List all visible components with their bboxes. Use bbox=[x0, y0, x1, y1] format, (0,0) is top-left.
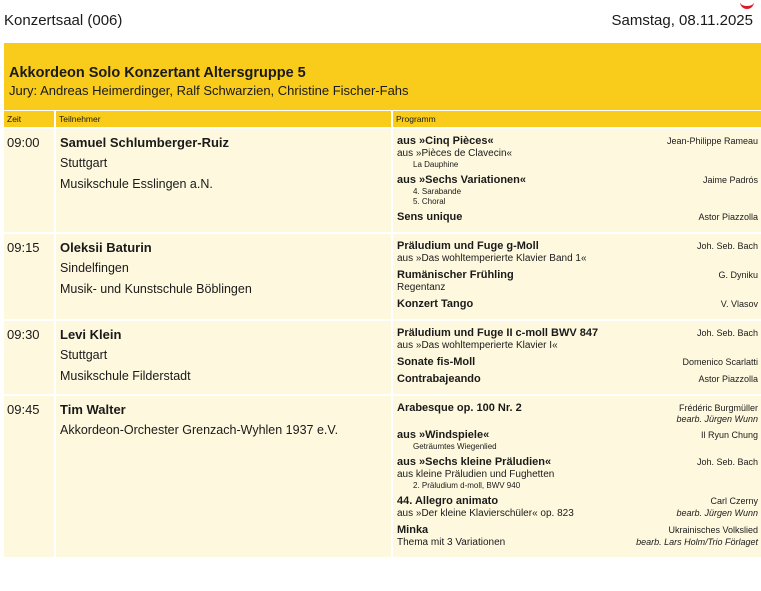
program-piece bbox=[397, 456, 758, 490]
participant-name: Tim Walter bbox=[60, 402, 126, 417]
piece-movement: 5. Choral bbox=[413, 197, 446, 206]
piece-composer: Joh. Seb. Bach bbox=[696, 328, 758, 338]
piece-title: Konzert Tango bbox=[397, 298, 474, 310]
participant-name: Levi Klein bbox=[60, 327, 122, 342]
piece-arrangement: bearb. Jürgen Wunn bbox=[676, 414, 758, 424]
participant-cell bbox=[56, 234, 391, 319]
participant-detail: Stuttgart bbox=[60, 156, 108, 170]
program-piece bbox=[397, 174, 758, 206]
program-piece bbox=[397, 240, 758, 264]
piece-title: aus »Sechs kleine Präludien« bbox=[397, 456, 552, 468]
program-piece bbox=[397, 524, 758, 548]
piece-movement: Geträumtes Wiegenlied bbox=[413, 442, 497, 451]
piece-line bbox=[397, 240, 758, 252]
piece-source-line bbox=[397, 469, 758, 480]
piece-line bbox=[397, 211, 758, 223]
category-title: Akkordeon Solo Konzertant Altersgruppe 5 bbox=[9, 65, 306, 81]
schedule-sheet bbox=[4, 43, 761, 557]
piece-composer: Domenico Scarlatti bbox=[682, 357, 758, 367]
piece-composer: Jean-Philippe Rameau bbox=[666, 136, 758, 146]
piece-movement: 2. Präludium d-moll, BWV 940 bbox=[413, 481, 521, 490]
program-cell bbox=[393, 234, 761, 319]
category-header bbox=[4, 43, 761, 110]
piece-source: aus »Pièces de Clavecin« bbox=[397, 148, 513, 159]
participant-cell bbox=[56, 321, 391, 394]
program-piece bbox=[397, 402, 758, 424]
piece-arrangement: bearb. Jürgen Wunn bbox=[676, 508, 758, 518]
participant-detail: Akkordeon-Orchester Grenzach-Wyhlen 1937 e.V. bbox=[60, 423, 339, 437]
jury-line: Jury: Andreas Heimerdinger, Ralf Schwarzien, Christine Fischer-Fahs bbox=[9, 83, 409, 98]
room-label: Konzertsaal (006) bbox=[4, 12, 123, 29]
column-header bbox=[4, 111, 761, 127]
piece-title: Minka bbox=[397, 524, 429, 536]
participant-detail: Stuttgart bbox=[60, 348, 108, 362]
schedule-row bbox=[4, 129, 761, 232]
piece-composer: Ukrainisches Volkslied bbox=[668, 525, 758, 535]
schedule-row bbox=[4, 321, 761, 394]
piece-source-line bbox=[397, 253, 758, 264]
schedule-rows bbox=[4, 129, 761, 557]
piece-source-line bbox=[397, 282, 758, 293]
program-cell bbox=[393, 129, 761, 232]
piece-line bbox=[397, 174, 758, 186]
piece-source: aus »Das wohltemperierte Klavier I« bbox=[397, 340, 558, 351]
piece-line bbox=[397, 524, 758, 536]
piece-line bbox=[397, 327, 758, 339]
participant-detail: Musik- und Kunstschule Böblingen bbox=[60, 281, 252, 296]
participant-detail: Musikschule Esslingen a.N. bbox=[60, 176, 213, 191]
piece-composer: Joh. Seb. Bach bbox=[696, 457, 758, 467]
column-program: Programm bbox=[393, 111, 761, 127]
piece-title: Contrabajeando bbox=[397, 373, 481, 385]
column-participant: Teilnehmer bbox=[56, 111, 391, 127]
participant-name: Oleksii Baturin bbox=[60, 240, 152, 255]
piece-title: Rumänischer Frühling bbox=[397, 269, 514, 281]
time-cell: 09:00 bbox=[4, 129, 54, 232]
participant-cell bbox=[56, 396, 391, 557]
time-cell: 09:45 bbox=[4, 396, 54, 557]
piece-line bbox=[397, 495, 758, 507]
piece-line bbox=[397, 402, 758, 414]
piece-line bbox=[397, 429, 758, 441]
piece-source: Thema mit 3 Variationen bbox=[397, 537, 506, 548]
piece-title: 44. Allegro animato bbox=[397, 495, 499, 507]
program-piece bbox=[397, 495, 758, 519]
schedule-row bbox=[4, 234, 761, 319]
piece-composer: Astor Piazzolla bbox=[698, 374, 758, 384]
piece-title: aus »Cinq Pièces« bbox=[397, 135, 494, 147]
program-piece bbox=[397, 373, 758, 385]
piece-line bbox=[397, 269, 758, 281]
program-piece bbox=[397, 429, 758, 451]
column-time: Zeit bbox=[4, 111, 54, 127]
program-cell bbox=[393, 396, 761, 557]
piece-source-line bbox=[397, 537, 758, 548]
participant-detail: Sindelfingen bbox=[60, 261, 129, 275]
piece-line bbox=[397, 298, 758, 310]
piece-movement: 4. Sarabande bbox=[413, 187, 462, 196]
piece-source-line bbox=[397, 340, 758, 351]
piece-composer: Astor Piazzolla bbox=[698, 212, 758, 222]
program-piece bbox=[397, 135, 758, 169]
piece-line bbox=[397, 456, 758, 468]
piece-source: Regentanz bbox=[397, 282, 446, 293]
page-header bbox=[4, 12, 753, 32]
piece-composer: Jaime Padrós bbox=[702, 175, 758, 185]
piece-source: aus »Der kleine Klavierschüler« op. 823 bbox=[397, 508, 574, 519]
piece-source-line bbox=[397, 508, 758, 519]
time-cell: 09:30 bbox=[4, 321, 54, 394]
piece-title: Präludium und Fuge g-Moll bbox=[397, 240, 539, 252]
piece-composer: G. Dyniku bbox=[718, 270, 758, 280]
participant-cell bbox=[56, 129, 391, 232]
time-cell: 09:15 bbox=[4, 234, 54, 319]
piece-source: aus kleine Präludien und Fughetten bbox=[397, 469, 555, 480]
piece-composer: Joh. Seb. Bach bbox=[696, 241, 758, 251]
piece-movement: La Dauphine bbox=[413, 160, 459, 169]
piece-title: Sonate fis-Moll bbox=[397, 356, 476, 368]
piece-source-line bbox=[397, 148, 758, 159]
piece-composer: Carl Czerny bbox=[710, 496, 758, 506]
participant-name: Samuel Schlumberger-Ruiz bbox=[60, 135, 230, 150]
piece-source: aus »Das wohltemperierte Klavier Band 1« bbox=[397, 253, 587, 264]
piece-composer: V. Vlasov bbox=[720, 299, 758, 309]
program-cell bbox=[393, 321, 761, 394]
piece-line bbox=[397, 356, 758, 368]
piece-title: aus »Sechs Variationen« bbox=[397, 174, 527, 186]
piece-composer: Frédéric Burgmüller bbox=[678, 403, 758, 413]
piece-title: aus »Windspiele« bbox=[397, 429, 490, 441]
piece-composer: Il Ryun Chung bbox=[700, 430, 758, 440]
piece-arrangement: bearb. Lars Holm/Trio Förlaget bbox=[636, 537, 758, 547]
piece-title: Präludium und Fuge II c-moll BWV 847 bbox=[397, 327, 599, 339]
program-piece bbox=[397, 211, 758, 223]
participant-detail: Musikschule Filderstadt bbox=[60, 368, 191, 383]
piece-line bbox=[397, 135, 758, 147]
date-label: Samstag, 08.11.2025 bbox=[611, 12, 753, 29]
schedule-row bbox=[4, 396, 761, 557]
piece-title: Sens unique bbox=[397, 211, 463, 223]
program-piece bbox=[397, 269, 758, 293]
program-piece bbox=[397, 356, 758, 368]
program-piece bbox=[397, 327, 758, 351]
brand-mark bbox=[740, 0, 754, 9]
piece-line bbox=[397, 373, 758, 385]
program-piece bbox=[397, 298, 758, 310]
piece-title: Arabesque op. 100 Nr. 2 bbox=[397, 402, 522, 414]
